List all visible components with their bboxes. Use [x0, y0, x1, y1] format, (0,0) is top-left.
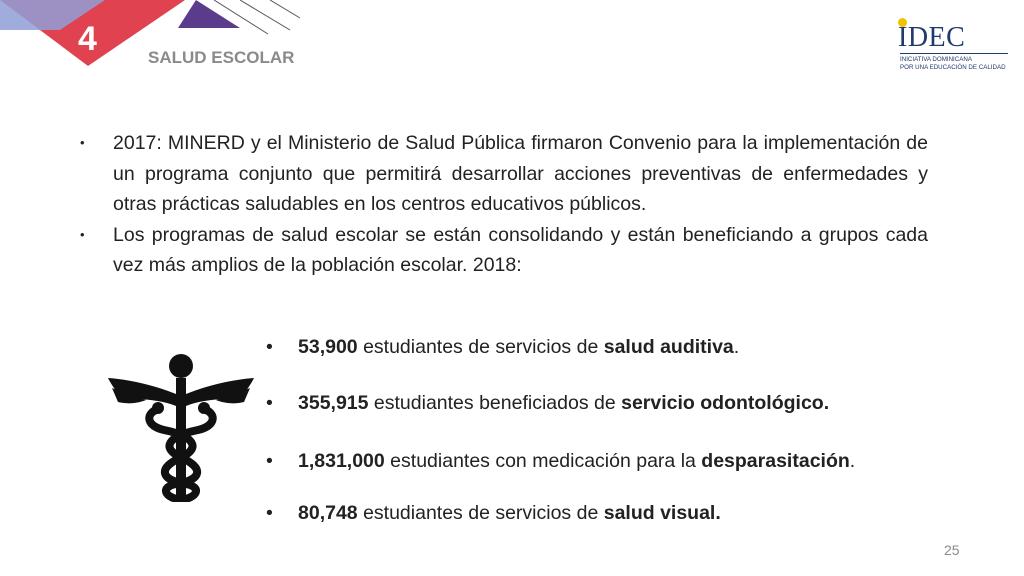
stat-end: . — [733, 336, 740, 358]
stat-value: 1,831,000 — [298, 450, 385, 472]
bullet-dot: • — [266, 450, 273, 472]
stat-text — [298, 336, 739, 359]
section-title: SALUD ESCOLAR — [148, 48, 295, 67]
stat-emphasis: salud visual. — [603, 502, 721, 524]
bullet-dot: • — [266, 502, 273, 524]
stat-description: estudiantes de servicios de — [357, 336, 604, 358]
bullet-dot: • — [266, 336, 273, 358]
main-bullet-list — [80, 128, 928, 281]
bullet-dot: • — [80, 226, 85, 242]
logo-divider — [900, 53, 1008, 54]
section-number: 4 — [78, 20, 97, 58]
bullet-dot: • — [266, 392, 273, 414]
idec-logo — [888, 18, 1010, 74]
stat-text — [298, 392, 829, 415]
stat-emphasis: desparasitación — [701, 450, 850, 472]
stat-end: . — [849, 450, 856, 472]
stat-emphasis: servicio odontológico. — [621, 392, 830, 414]
bullet-item — [80, 220, 928, 281]
header-decoration — [0, 0, 330, 80]
stat-value: 53,900 — [298, 336, 358, 358]
stat-description: estudiantes de servicios de — [357, 502, 604, 524]
stat-emphasis: salud auditiva — [603, 336, 734, 358]
bullet-text: 2017: MINERD y el Ministerio de Salud Pública firmaron Convenio para la implementación de un programa conjunto que permitirá desarrollar acciones preventivas de enfermedades y otras prácticas saludables en los centros educativos públicos. — [113, 132, 928, 215]
bullet-item — [80, 128, 928, 220]
bullet-dot: • — [80, 135, 85, 150]
stat-description: estudiantes con medicación para la — [384, 450, 702, 472]
logo-tagline-1: INICIATIVA DOMINICANA — [900, 56, 972, 63]
page-number: 25 — [944, 542, 960, 558]
stat-text — [298, 450, 855, 473]
stat-description: estudiantes beneficiados de — [368, 392, 622, 414]
bullet-text: Los programas de salud escolar se están consolidando y están beneficiando a grupos cada vez más amplios de la población escolar. 2018: — [113, 223, 928, 276]
stat-value: 355,915 — [298, 392, 369, 414]
stat-value: 80,748 — [298, 502, 358, 524]
caduceus-icon — [106, 350, 256, 502]
logo-wordmark: IDEC — [898, 22, 966, 53]
logo-tagline-2: POR UNA EDUCACIÓN DE CALIDAD — [900, 64, 1006, 71]
stat-text — [298, 502, 721, 525]
